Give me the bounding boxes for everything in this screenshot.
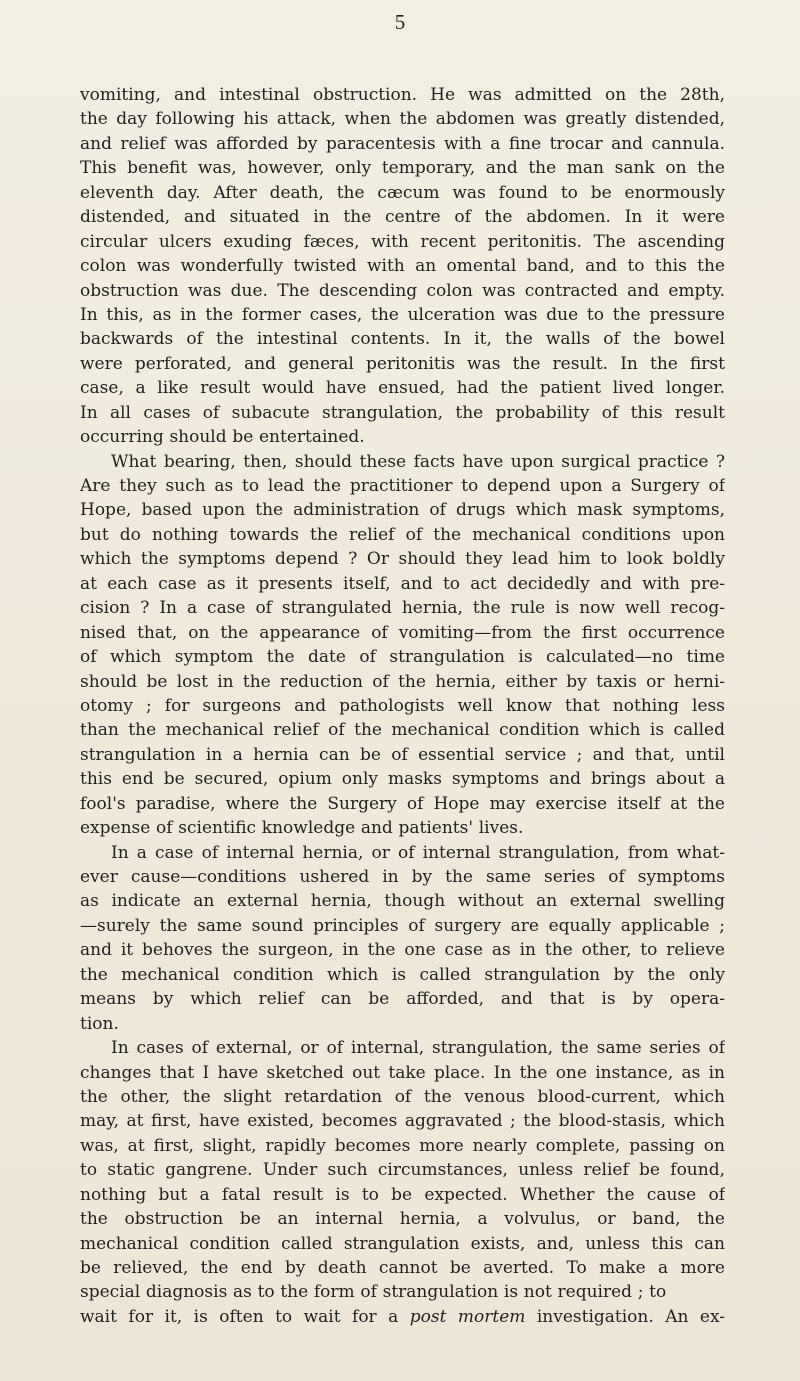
text-line: the mechanical condition which is called strangulation by the only: [80, 964, 725, 985]
text-line: at each case as it presents itself, and to act decidedly and with pre-: [80, 573, 725, 594]
text-line: the day following his attack, when the abdomen was greatly distended,: [80, 109, 725, 130]
paragraph: [80, 450, 725, 841]
text-line: means by which relief can be afforded, and that is by opera-: [80, 989, 725, 1010]
paragraph: [80, 841, 725, 1037]
text-line: may, at first, have existed, becomes aggravated ; the blood-stasis, which: [80, 1111, 725, 1132]
text-line: than the mechanical relief of the mechanical condition which is called: [80, 720, 725, 741]
text-line: fool's paradise, where the Surgery of Hope may exercise itself at the: [80, 793, 725, 814]
text-line: but do nothing towards the relief of the mechanical conditions upon: [80, 524, 725, 545]
text-line: nised that, on the appearance of vomiting—from the first occurrence: [80, 622, 725, 643]
text-line: and it behoves the surgeon, in the one case as in the other, to relieve: [80, 940, 725, 961]
text-line: occurring should be entertained.: [80, 427, 365, 448]
text-line: the obstruction be an internal hernia, a volvulus, or band, the: [80, 1209, 725, 1230]
paragraph: [80, 1036, 725, 1305]
text-line: backwards of the intestinal contents. In it, the walls of the bowel: [80, 329, 725, 350]
text-line: obstruction was due. The descending colon was contracted and empty.: [80, 280, 725, 301]
text-line: and relief was afforded by paracentesis with a fine trocar and cannula.: [80, 133, 725, 154]
text-line: mechanical condition called strangulation exists, and, unless this can: [80, 1233, 725, 1254]
text-line: circular ulcers exuding fæces, with recent peritonitis. The ascending: [80, 231, 725, 252]
text-line: should be lost in the reduction of the hernia, either by taxis or herni-: [80, 671, 725, 692]
text-line: of which symptom the date of strangulation is calculated—no time: [80, 647, 725, 668]
text-line: were perforated, and general peritonitis was the result. In the first: [80, 353, 725, 374]
text-line: —surely the same sound principles of surgery are equally applicable ;: [80, 915, 725, 936]
text-line: distended, and situated in the centre of the abdomen. In it were: [80, 207, 725, 228]
text-line: This benefit was, however, only temporary, and the man sank on the: [80, 158, 725, 179]
text-line: this end be secured, opium only masks symptoms and brings about a: [80, 769, 725, 790]
text-line: In this, as in the former cases, the ulceration was due to the pressure: [80, 304, 725, 325]
text-line: otomy ; for surgeons and pathologists well know that nothing less: [80, 695, 725, 716]
text-line: In cases of external, or of internal, strangulation, the same series of: [111, 1038, 725, 1059]
text-line: nothing but a fatal result is to be expected. Whether the cause of: [80, 1184, 725, 1205]
text-line: vomiting, and intestinal obstruction. He was admitted on the 28th,: [80, 85, 725, 105]
text-line: eleventh day. After death, the cæcum was found to be enormously: [80, 182, 725, 203]
text-run: investigation. An ex-: [525, 1306, 725, 1327]
text-line: tion.: [80, 1013, 119, 1034]
text-line: What bearing, then, should these facts have upon surgical practice ?: [111, 451, 725, 472]
text-line: ever cause—conditions ushered in by the same series of symptoms: [80, 867, 725, 887]
text-line: Hope, based upon the administration of drugs which mask symptoms,: [80, 500, 725, 521]
text-line: changes that I have sketched out take place. In the one instance, as in: [80, 1062, 725, 1083]
italic-text-run: post mortem: [409, 1306, 526, 1327]
text-line: special diagnosis as to the form of strangulation is not required ; to: [80, 1282, 667, 1303]
text-line: as indicate an external hernia, though without an external swelling: [80, 891, 725, 912]
text-line: In all cases of subacute strangulation, the probability of this result: [80, 402, 725, 423]
text-line: [80, 1305, 725, 1329]
page-number: 5: [394, 10, 406, 34]
text-line: to static gangrene. Under such circumstances, unless relief be found,: [80, 1160, 725, 1181]
text-line: the other, the slight retardation of the venous blood-current, which: [80, 1086, 725, 1107]
text-line: colon was wonderfully twisted with an omental band, and to this the: [80, 256, 725, 277]
text-line: case, a like result would have ensued, had the patient lived longer.: [80, 378, 725, 399]
text-line: expense of scientific knowledge and patients' lives.: [80, 818, 524, 839]
text-line: cision ? In a case of strangulated hernia, the rule is now well recog-: [80, 598, 725, 619]
text-line: be relieved, the end by death cannot be averted. To make a more: [80, 1258, 725, 1278]
paragraph: [80, 83, 725, 450]
text-line: In a case of internal hernia, or of internal strangulation, from what-: [111, 842, 725, 863]
body-text: [80, 83, 725, 1329]
text-line: strangulation in a hernia can be of essential service ; and that, until: [80, 744, 725, 765]
text-line: was, at first, slight, rapidly becomes more nearly complete, passing on: [80, 1135, 725, 1156]
text-line: Are they such as to lead the practitioner to depend upon a Surgery of: [80, 476, 725, 496]
text-line: which the symptoms depend ? Or should they lead him to look boldly: [80, 549, 725, 570]
text-run: wait for it, is often to wait for a: [80, 1306, 410, 1327]
